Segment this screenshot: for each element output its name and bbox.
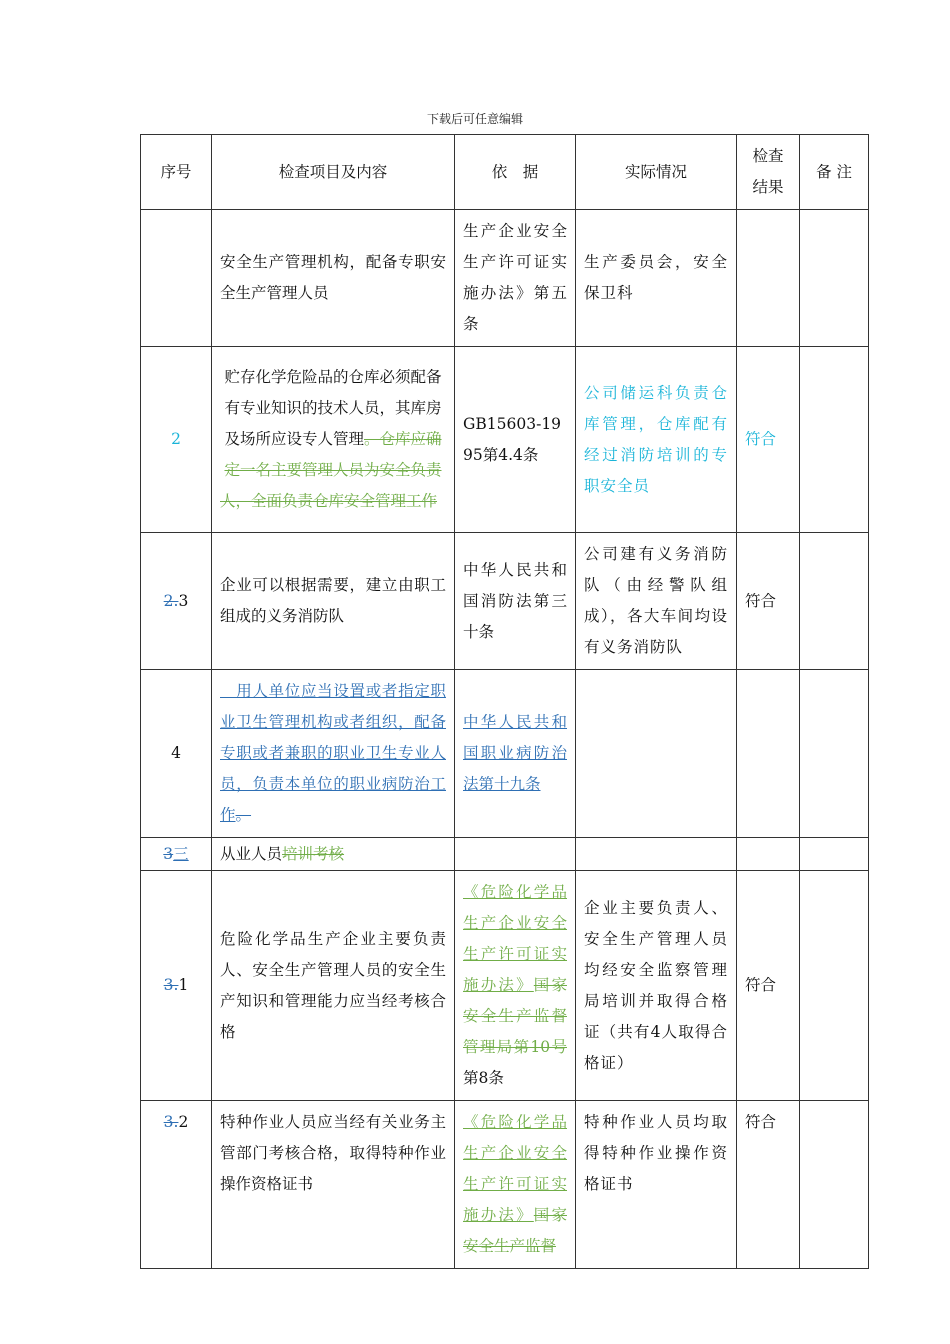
cell-item [212, 670, 455, 838]
basis-deleted-text: 国家安全生产监督管理局第10号 [463, 976, 567, 1056]
cell-actual [576, 670, 737, 838]
page-header: 下载后可任意编辑 [426, 112, 523, 126]
cell-actual: 公司储运科负责仓库管理，仓库配有经过消防培训的专职安全员 [576, 347, 737, 533]
cell-note [800, 533, 869, 670]
table-row [141, 347, 869, 533]
seq-deleted-text: 3 [163, 845, 174, 863]
seq-deleted-text: 2. [163, 591, 179, 610]
cell-actual: 企业主要负责人、安全生产管理人员均经安全监察管理局培训并取得合格证（共有4人取得合格证） [576, 871, 737, 1101]
cell-item: 企业可以根据需要，建立由职工组成的义务消防队 [212, 533, 455, 670]
cell-note [800, 838, 869, 871]
cell-result [737, 838, 800, 871]
header-item: 检查项目及内容 [212, 135, 455, 210]
seq-deleted-text: 3. [163, 976, 179, 994]
cell-item [212, 838, 455, 871]
item-inserted-text: 用人单位应当设置或者指定职业卫生管理机构或者组织，配备专职或者兼职的职业卫生专业人员，负责本单位的职业病防治工作 [220, 682, 446, 824]
cell-actual: 公司建有义务消防队（由经警队组成），各大车间均设有义务消防队 [576, 533, 737, 670]
cell-seq: 2 [141, 347, 212, 533]
header-basis: 依 据 [455, 135, 576, 210]
cell-result: 符合 [737, 347, 800, 533]
cell-basis: 中华人民共和国消防法第三十条 [455, 533, 576, 670]
cell-basis [455, 838, 576, 871]
header-note: 备 注 [800, 135, 869, 210]
item-text: 从业人员 [220, 845, 283, 863]
inspection-table [140, 134, 869, 1269]
cell-item [212, 347, 455, 533]
cell-note [800, 670, 869, 838]
cell-result [737, 210, 800, 347]
cell-seq [141, 533, 212, 670]
table-row [141, 210, 869, 347]
cell-basis [455, 1101, 576, 1269]
table-row [141, 670, 869, 838]
cell-actual: 生产委员会，安全保卫科 [576, 210, 737, 347]
item-deleted-text: 。 [235, 806, 252, 824]
header-seq: 序号 [141, 135, 212, 210]
cell-result: 符合 [737, 1101, 800, 1269]
header-result-line1: 检查 [752, 147, 784, 165]
header-result [737, 135, 800, 210]
cell-seq [141, 210, 212, 347]
cell-basis: GB15603-1995第4.4条 [455, 347, 576, 533]
cell-item: 危险化学品生产企业主要负责人、安全生产管理人员的安全生产知识和管理能力应当经考核合格 [212, 871, 455, 1101]
cell-basis [455, 871, 576, 1101]
header-actual: 实际情况 [576, 135, 737, 210]
table-row [141, 838, 869, 871]
table-row [141, 533, 869, 670]
cell-basis: 中华人民共和国职业病防治法第十九条 [455, 670, 576, 838]
cell-result: 符合 [737, 871, 800, 1101]
cell-item: 安全生产管理机构，配备专职安全生产管理人员 [212, 210, 455, 347]
cell-note [800, 871, 869, 1101]
cell-note [800, 1101, 869, 1269]
cell-actual: 特种作业人员均取得特种作业操作资格证书 [576, 1101, 737, 1269]
cell-actual [576, 838, 737, 871]
cell-note [800, 347, 869, 533]
table-header-row [141, 135, 869, 210]
basis-inserted-text: 《危险化学品生产企业安全生产许可证实施办法》 [463, 883, 567, 994]
item-text: 贮存化学危险品的仓库必须配备有专业知识的技术人员，其库房及场所应设专人管理 [224, 368, 442, 448]
basis-inserted-text: 《危险化学品生产企业安全生产许可证实施办法》 [463, 1113, 567, 1224]
seq-deleted-text: 3. [163, 1113, 179, 1131]
cell-seq [141, 871, 212, 1101]
cell-seq [141, 1101, 212, 1269]
seq-text: 2 [178, 1113, 189, 1131]
basis-deleted-text: 国家安全生产监督 [463, 1206, 567, 1255]
basis-tail-text: 第8条 [463, 1069, 504, 1087]
item-deleted-text: 。仓库应确定一名主要管理人员为安全负责人，全面负责仓库安全管理工作 [220, 430, 442, 510]
cell-seq: 4 [141, 670, 212, 838]
cell-result: 符合 [737, 533, 800, 670]
cell-result [737, 670, 800, 838]
cell-item: 特种作业人员应当经有关业务主管部门考核合格，取得特种作业操作资格证书 [212, 1101, 455, 1269]
cell-note [800, 210, 869, 347]
item-deleted-text: 培训考核 [282, 845, 345, 863]
seq-text: 3 [178, 591, 189, 610]
seq-text: 1 [178, 976, 189, 994]
cell-seq [141, 838, 212, 871]
cell-basis: 生产企业安全生产许可证实施办法》第五条 [455, 210, 576, 347]
table-row [141, 1101, 869, 1269]
table-row [141, 871, 869, 1101]
header-result-line2: 结果 [752, 178, 784, 196]
seq-inserted-text: 三 [173, 845, 189, 863]
